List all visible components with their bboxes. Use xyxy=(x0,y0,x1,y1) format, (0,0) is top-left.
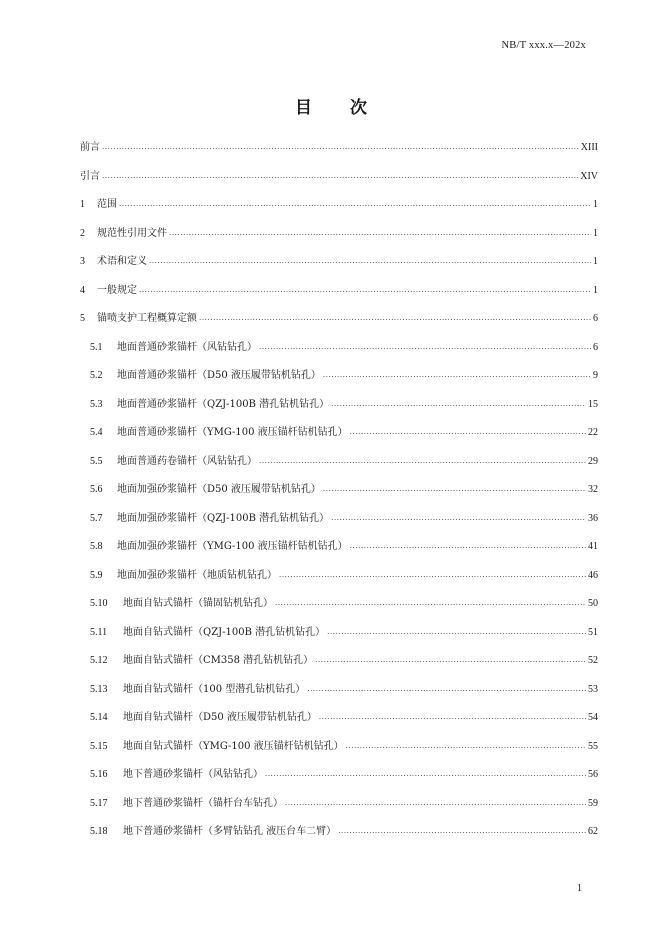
toc-dot-leader xyxy=(327,626,586,637)
toc-entry-title: 地面自钻式锚杆（D50 液压履带钻机钻孔） xyxy=(123,712,317,723)
toc-entry[interactable] xyxy=(80,366,598,395)
toc-entry-title: 地面自钻式锚杆（100 型潜孔钻机钻孔） xyxy=(123,683,306,695)
toc-entry[interactable] xyxy=(80,708,598,737)
toc-entry-page: 55 xyxy=(588,740,598,752)
toc-entry[interactable] xyxy=(80,224,598,253)
toc-entry-title: 地面加强砂浆锚杆（YMG-100 液压锚杆钻机钻孔） xyxy=(117,541,348,552)
toc-entry[interactable] xyxy=(80,423,598,452)
toc-entry[interactable] xyxy=(80,566,598,595)
toc-entry-number: 5.7 xyxy=(90,512,103,524)
toc-entry[interactable] xyxy=(80,651,598,680)
toc-entry[interactable] xyxy=(80,822,598,851)
toc-entry-title: 地面加强砂浆锚杆（QZJ-100B 潜孔钻机钻孔） xyxy=(117,512,330,524)
toc-entry[interactable] xyxy=(80,480,598,509)
toc-entry-title: 地面加强砂浆锚杆（D50 液压履带钻机钻孔） xyxy=(117,484,321,495)
toc-entry-title: 地下普通砂浆锚杆（多臂钻钻孔 液压台车二臂） xyxy=(123,826,337,837)
toc-entry-title: 地面自钻式锚杆（锚固钻机钻孔） xyxy=(123,598,273,609)
toc-entry-page: 1 xyxy=(593,227,598,239)
toc-entry-number: 5.12 xyxy=(90,655,108,666)
toc-entry-number: 5.11 xyxy=(90,626,108,638)
page-number: 1 xyxy=(577,883,582,894)
toc-entry-number: 5.2 xyxy=(90,370,103,381)
toc-entry-number: 2 xyxy=(80,227,85,239)
toc-entry-number: 5.8 xyxy=(90,541,103,552)
toc-entry-title: 地面普通砂浆锚杆（D50 液压履带钻机钻孔） xyxy=(117,370,321,381)
toc-dot-leader xyxy=(285,797,586,808)
toc-dot-leader xyxy=(331,398,586,409)
toc-entry-page: 29 xyxy=(588,455,598,467)
toc-entry[interactable] xyxy=(80,138,598,167)
toc-entry-page: 32 xyxy=(588,484,598,495)
toc-entry-page: XIII xyxy=(580,142,598,153)
toc-dot-leader xyxy=(102,170,578,181)
toc-entry-title: 一般规定 xyxy=(97,284,137,296)
toc-dot-leader xyxy=(338,825,586,836)
toc-dot-leader xyxy=(279,569,586,580)
toc-entry-title: 地面自钻式锚杆（CM358 潜孔钻机钻孔） xyxy=(123,655,314,666)
toc-entry-page: 1 xyxy=(593,284,598,296)
toc-dot-leader xyxy=(315,654,586,665)
toc-entry-title: 术语和定义 xyxy=(97,256,147,267)
toc-entry-page: 22 xyxy=(588,427,598,438)
toc-entry-page: 6 xyxy=(593,341,598,353)
toc-entry-page: 9 xyxy=(593,370,598,381)
document-code: NB/T xxx.x—202x xyxy=(501,40,586,51)
toc-entry-number: 5.18 xyxy=(90,826,108,837)
toc-entry-title: 地面普通砂浆锚杆（风钻钻孔） xyxy=(117,341,257,353)
toc-entry-page: 53 xyxy=(588,683,598,695)
toc-entry-number: 5.9 xyxy=(90,569,103,581)
toc-entry-title: 前言 xyxy=(80,142,100,153)
toc-entry-title: 地面加强砂浆锚杆（地质钻机钻孔） xyxy=(117,569,277,581)
toc-entry[interactable] xyxy=(80,281,598,310)
toc-dot-leader xyxy=(323,369,591,380)
toc-entry[interactable] xyxy=(80,452,598,481)
toc-entry-number: 1 xyxy=(80,199,85,210)
toc-entry-title: 地面普通砂浆锚杆（YMG-100 液压锚杆钻机钻孔） xyxy=(117,427,348,438)
toc-entry-number: 5.1 xyxy=(90,341,103,353)
toc-entry-page: 36 xyxy=(588,512,598,524)
toc-entry-page: 62 xyxy=(588,826,598,837)
toc-dot-leader xyxy=(346,740,586,751)
toc-entry[interactable] xyxy=(80,167,598,196)
toc-entry-page: 6 xyxy=(593,313,598,324)
toc-entry-number: 5.3 xyxy=(90,398,103,410)
toc-dot-leader xyxy=(119,198,591,209)
toc-dot-leader xyxy=(259,341,591,352)
toc-entry-title: 地面自钻式锚杆（QZJ-100B 潜孔钻机钻孔） xyxy=(123,626,326,638)
toc-entry[interactable] xyxy=(80,309,598,338)
toc-entry-number: 3 xyxy=(80,256,85,267)
toc-entry[interactable] xyxy=(80,794,598,823)
toc-dot-leader xyxy=(275,597,586,608)
toc-entry[interactable] xyxy=(80,594,598,623)
toc-dot-leader xyxy=(199,312,591,323)
table-of-contents xyxy=(80,138,598,851)
toc-entry-page: 54 xyxy=(588,712,598,723)
toc-dot-leader xyxy=(350,540,586,551)
toc-entry-page: 50 xyxy=(588,598,598,609)
toc-entry-page: 59 xyxy=(588,797,598,809)
toc-entry-number: 5.10 xyxy=(90,598,108,609)
toc-entry-title: 地下普通砂浆锚杆（风钻钻孔） xyxy=(123,769,263,780)
toc-entry-number: 5.6 xyxy=(90,484,103,495)
toc-entry[interactable] xyxy=(80,509,598,538)
toc-entry-page: 15 xyxy=(588,398,598,410)
toc-entry[interactable] xyxy=(80,537,598,566)
toc-entry-title: 锚喷支护工程概算定额 xyxy=(97,313,197,324)
toc-entry-page: 1 xyxy=(593,256,598,267)
toc-entry-title: 范围 xyxy=(97,199,117,210)
toc-dot-leader xyxy=(323,483,586,494)
toc-dot-leader xyxy=(307,683,586,694)
toc-entry-page: 41 xyxy=(588,541,598,552)
toc-dot-leader xyxy=(265,768,586,779)
toc-entry-page: 1 xyxy=(593,199,598,210)
toc-entry-number: 5.15 xyxy=(90,740,108,752)
toc-dot-leader xyxy=(350,426,586,437)
toc-entry-number: 4 xyxy=(80,284,85,296)
toc-entry[interactable] xyxy=(80,765,598,794)
toc-entry-title: 地下普通砂浆锚杆（锚杆台车钻孔） xyxy=(123,797,283,809)
toc-entry[interactable] xyxy=(80,623,598,652)
toc-entry-number: 5.13 xyxy=(90,683,108,695)
toc-entry[interactable] xyxy=(80,338,598,367)
toc-entry-title: 地面普通药卷锚杆（风钻钻孔） xyxy=(117,455,257,467)
toc-entry-page: 51 xyxy=(588,626,598,638)
toc-entry-page: 46 xyxy=(588,569,598,581)
toc-entry-page: XIV xyxy=(580,170,598,182)
toc-entry-number: 5.5 xyxy=(90,455,103,467)
toc-entry-number: 5.4 xyxy=(90,427,103,438)
toc-title: 目 次 xyxy=(295,98,383,118)
toc-entry-number: 5.14 xyxy=(90,712,108,723)
toc-dot-leader xyxy=(259,455,586,466)
toc-entry[interactable] xyxy=(80,252,598,281)
toc-entry[interactable] xyxy=(80,395,598,424)
toc-entry[interactable] xyxy=(80,680,598,709)
toc-entry-title: 地面自钻式锚杆（YMG-100 液压锚杆钻机钻孔） xyxy=(123,740,344,752)
toc-entry-number: 5 xyxy=(80,313,85,324)
toc-dot-leader xyxy=(331,512,586,523)
toc-entry-number: 5.16 xyxy=(90,769,108,780)
toc-dot-leader xyxy=(319,711,586,722)
toc-dot-leader xyxy=(102,141,579,152)
toc-entry-number: 5.17 xyxy=(90,797,108,809)
toc-entry-title: 规范性引用文件 xyxy=(97,227,167,239)
toc-dot-leader xyxy=(169,227,591,238)
toc-entry[interactable] xyxy=(80,195,598,224)
toc-entry[interactable] xyxy=(80,737,598,766)
toc-entry-title: 引言 xyxy=(80,170,100,182)
toc-entry-page: 52 xyxy=(588,655,598,666)
toc-entry-page: 56 xyxy=(588,769,598,780)
toc-dot-leader xyxy=(139,284,591,295)
toc-dot-leader xyxy=(149,255,591,266)
toc-entry-title: 地面普通砂浆锚杆（QZJ-100B 潜孔钻机钻孔） xyxy=(117,398,330,410)
